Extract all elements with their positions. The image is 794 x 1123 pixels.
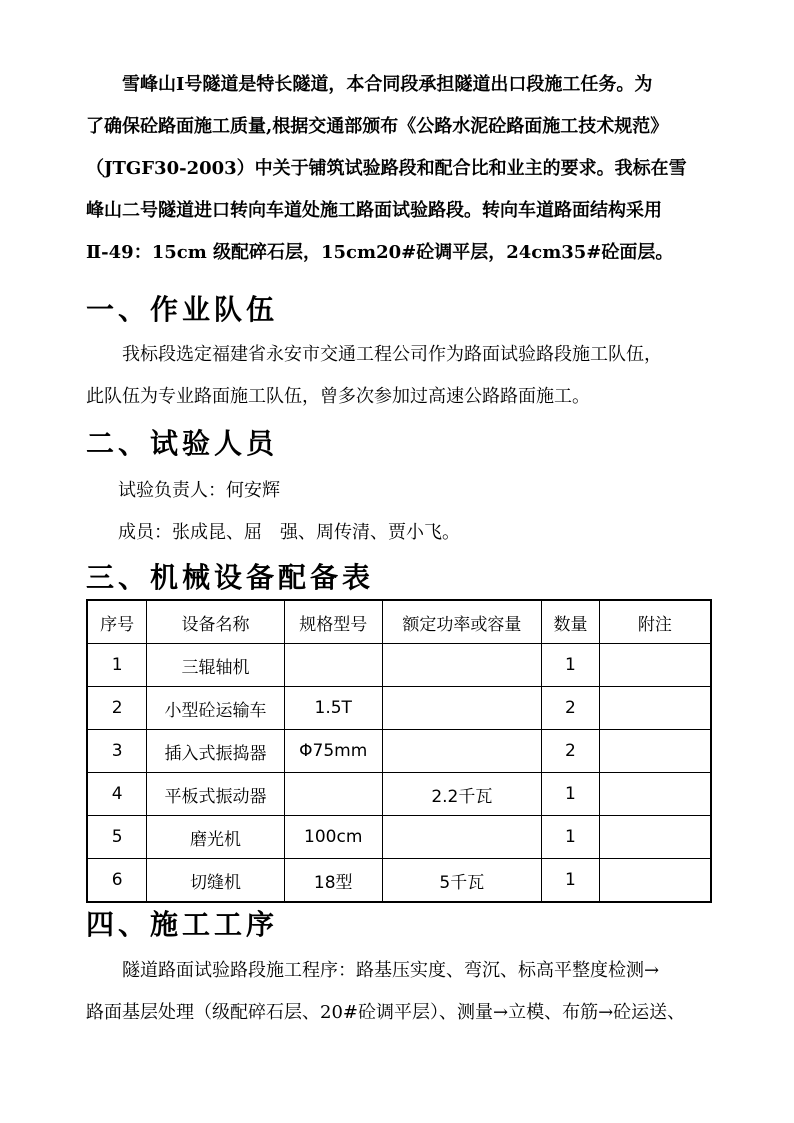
table-row [87,816,711,859]
section4-line: 隧道路面试验路段施工程序：路基压实度、弯沉、标高平整度检测→ [122,960,660,981]
cell-model: 1.5T [284,687,382,730]
section1-line: 此队伍为专业路面施工队伍，曾多次参加过高速公路路面施工。 [86,386,590,407]
cell-index: 1 [87,644,147,687]
cell-index: 4 [87,773,147,816]
header-note: 附注 [599,600,711,644]
cell-index: 6 [87,859,147,903]
table-row [87,773,711,816]
intro-line: 雪峰山Ⅰ号隧道是特长隧道，本合同段承担隧道出口段施工任务。为 [122,74,653,95]
intro-line: （JTGF30-2003）中关于铺筑试验路段和配合比和业主的要求。我标在雪 [86,158,687,179]
section1-heading: 一、作业队伍 [86,293,279,326]
header-power: 额定功率或容量 [382,600,541,644]
header-quantity: 数量 [542,600,600,644]
cell-note [599,730,711,773]
table-row [87,687,711,730]
cell-model [284,644,382,687]
cell-note [599,644,711,687]
section1-paragraph [86,334,718,418]
cell-power [382,644,541,687]
table-row [87,644,711,687]
intro-line: Ⅱ-49：15cm 级配碎石层，15cm20#砼调平层，24cm35#砼面层。 [86,242,674,263]
header-name: 设备名称 [147,600,284,644]
equipment-table [86,599,712,903]
cell-index: 2 [87,687,147,730]
section4-line: 路面基层处理（级配碎石层、20#砼调平层）、测量→立模、布筋→砼运送、 [86,1002,686,1023]
cell-model: 100cm [284,816,382,859]
cell-power [382,816,541,859]
cell-model [284,773,382,816]
cell-power [382,730,541,773]
intro-paragraph [86,64,718,274]
cell-name: 切缝机 [147,859,284,903]
cell-name: 插入式振捣器 [147,730,284,773]
intro-line: 了确保砼路面施工质量,根据交通部颁布《公路水泥砼路面施工技术规范》 [86,116,669,137]
cell-quantity: 1 [542,773,600,816]
cell-note [599,859,711,903]
intro-line: 峰山二号隧道进口转向车道处施工路面试验路段。转向车道路面结构采用 [86,200,662,221]
cell-note [599,687,711,730]
cell-name: 小型砼运输车 [147,687,284,730]
header-index: 序号 [87,600,147,644]
cell-quantity: 2 [542,687,600,730]
cell-index: 5 [87,816,147,859]
cell-name: 平板式振动器 [147,773,284,816]
table-header-row [87,600,711,644]
section2-heading: 二、试验人员 [86,427,279,460]
cell-index: 3 [87,730,147,773]
test-leader: 试验负责人：何安辉 [118,480,280,501]
cell-power: 5千瓦 [382,859,541,903]
cell-name: 三辊轴机 [147,644,284,687]
cell-power [382,687,541,730]
cell-quantity: 2 [542,730,600,773]
section1-line: 我标段选定福建省永安市交通工程公司作为路面试验路段施工队伍， [122,344,662,365]
table-row [87,859,711,903]
table-row [87,730,711,773]
cell-model: 18型 [284,859,382,903]
cell-model: Φ75mm [284,730,382,773]
section4-heading: 四、施工工序 [86,908,279,941]
cell-note [599,816,711,859]
header-model: 规格型号 [284,600,382,644]
test-members: 成员：张成昆、屈 强、周传清、贾小飞。 [118,522,460,543]
cell-quantity: 1 [542,816,600,859]
section3-heading: 三、机械设备配备表 [86,561,375,594]
cell-quantity: 1 [542,859,600,903]
cell-power: 2.2千瓦 [382,773,541,816]
cell-note [599,773,711,816]
cell-name: 磨光机 [147,816,284,859]
section4-paragraph [86,950,718,1034]
cell-quantity: 1 [542,644,600,687]
